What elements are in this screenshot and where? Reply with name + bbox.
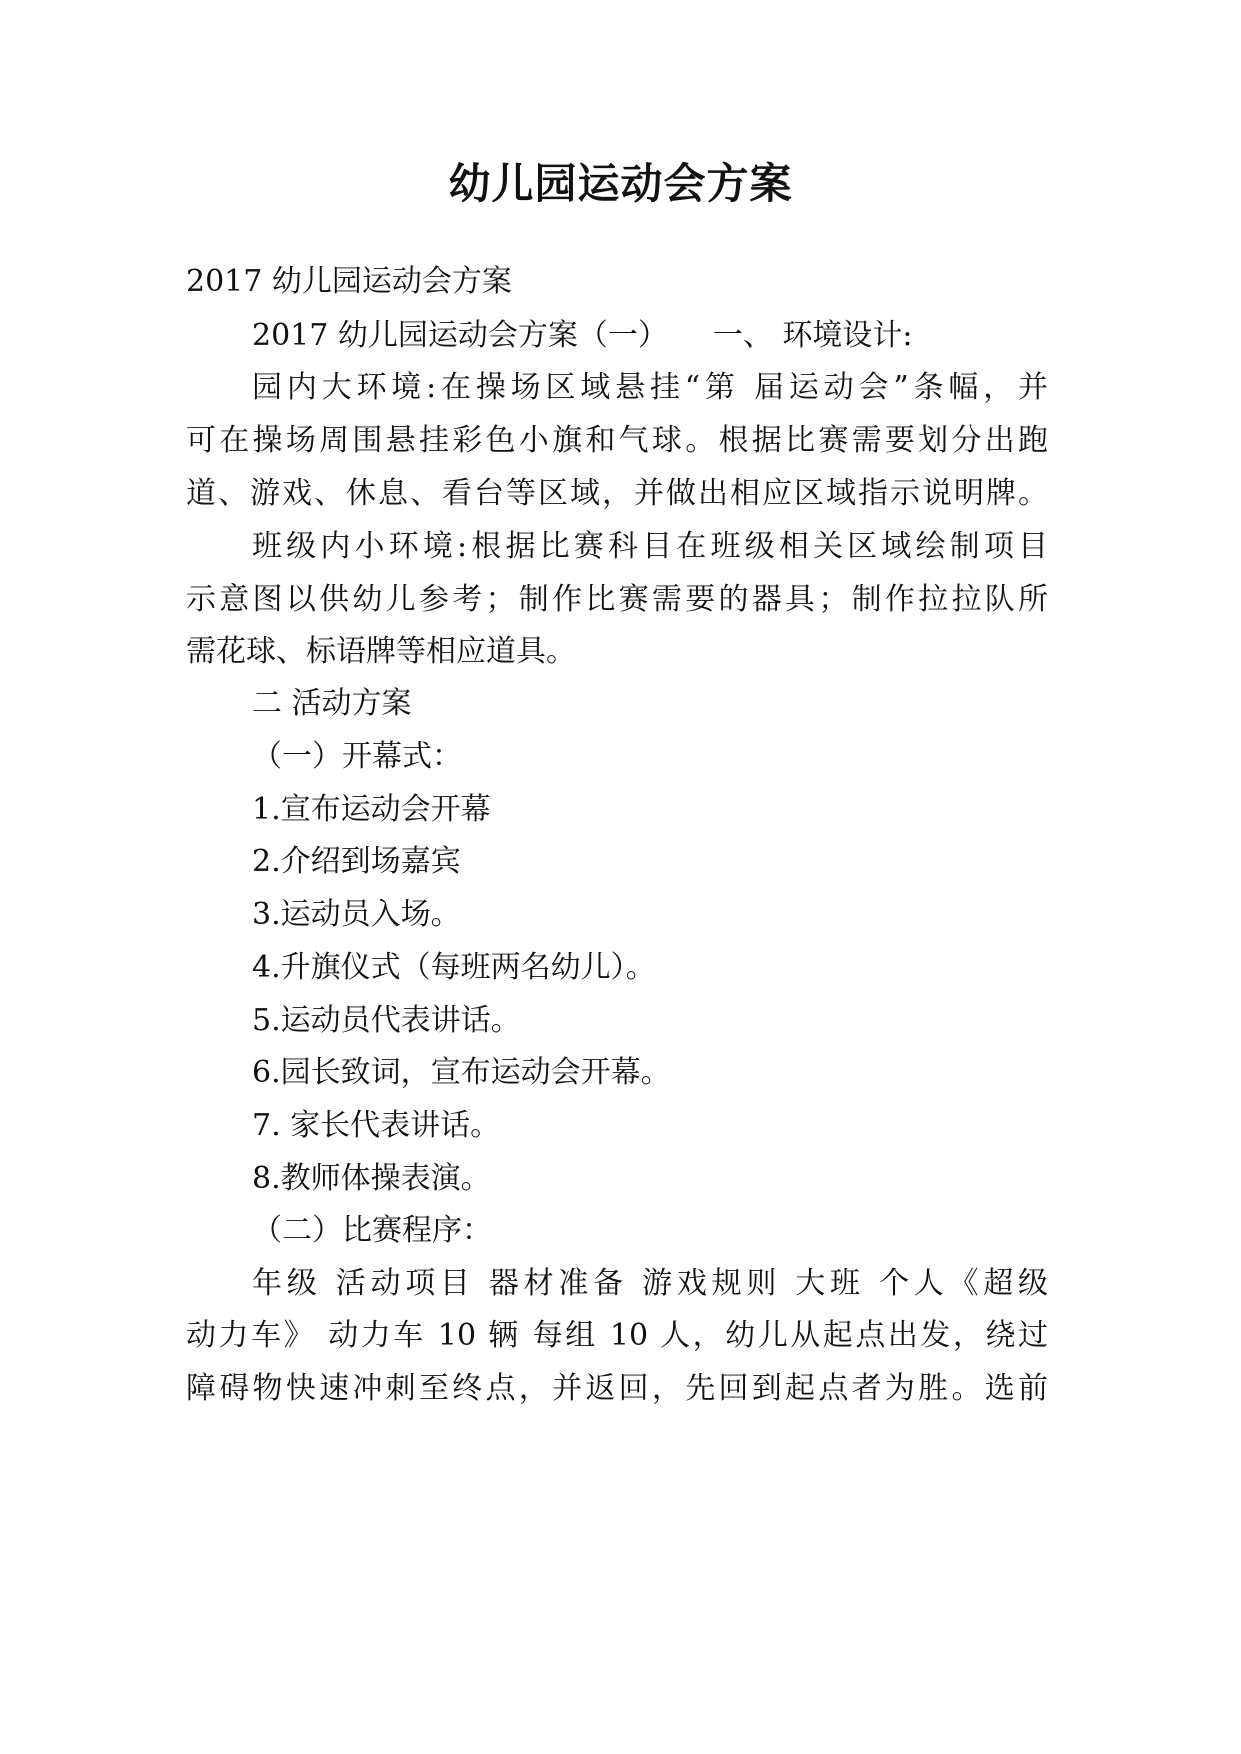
paragraph-line: 动力车》 动力车 10 辆 每组 10 人，幼儿从起点出发，绕过: [186, 1318, 1048, 1353]
list-item: 1.宣布运动会开幕: [252, 792, 491, 827]
paragraph-line: 示意图以供幼儿参考；制作比赛需要的器具；制作拉拉队所: [186, 582, 1048, 617]
list-item: 3.运动员入场。: [252, 897, 461, 932]
list-item: 5.运动员代表讲话。: [252, 1003, 521, 1038]
document-title: 幼儿园运动会方案: [448, 159, 793, 208]
subtitle-line: 2017 幼儿园运动会方案: [186, 264, 512, 299]
paragraph-line: 需花球、标语牌等相应道具。: [186, 634, 576, 669]
paragraph-line: 年级 活动项目 器材准备 游戏规则 大班 个人《超级: [252, 1266, 1048, 1301]
subsection-heading: （二）比赛程序：: [252, 1213, 492, 1248]
paragraph-line: 班级内小环境:根据比赛科目在班级相关区域绘制项目: [252, 529, 1048, 564]
subsection-heading: （一）开幕式：: [252, 739, 462, 774]
section-heading: 二 活动方案: [252, 686, 412, 721]
list-item: 8.教师体操表演。: [252, 1161, 491, 1196]
paragraph-line: 道、游戏、休息、看台等区域，并做出相应区域指示说明牌。: [186, 476, 1048, 511]
list-item: 6.园长致词，宣布运动会开幕。: [252, 1055, 671, 1090]
paragraph-line: 可在操场周围悬挂彩色小旗和气球。根据比赛需要划分出跑: [186, 423, 1048, 458]
paragraph-line: 园内大环境:在操场区域悬挂“第 届运动会”条幅，并: [252, 370, 1048, 405]
list-item: 4.升旗仪式（每班两名幼儿）。: [252, 950, 656, 985]
list-item: 7. 家长代表讲话。: [252, 1108, 501, 1143]
paragraph-line: 障碍物快速冲刺至终点，并返回，先回到起点者为胜。选前: [186, 1371, 1048, 1406]
list-item: 2.介绍到场嘉宾: [252, 844, 461, 879]
paragraph-line: 2017 幼儿园运动会方案（一） 一、 环境设计:: [252, 318, 913, 353]
